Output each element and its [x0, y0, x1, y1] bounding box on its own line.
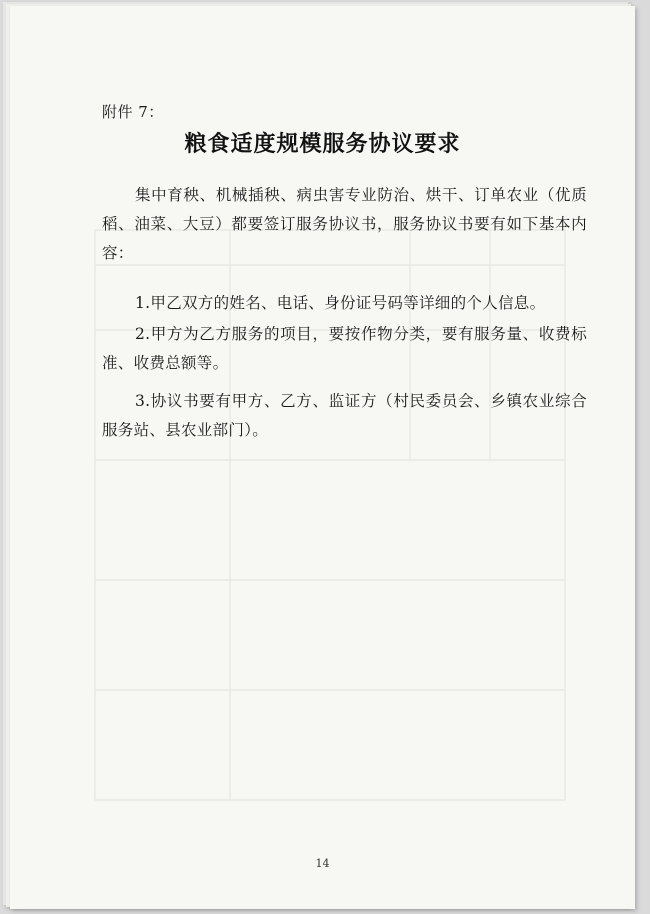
document-title: 粮食适度规模服务协议要求: [184, 131, 461, 157]
requirement-item-3: 3.协议书要有甲方、乙方、监证方（村民委员会、乡镇农业综合服务站、县农业部门）。: [102, 392, 587, 439]
attachment-label: 附件 7：: [102, 103, 164, 121]
requirement-item-1: 1.甲乙双方的姓名、电话、身份证号码等详细的个人信息。: [135, 294, 546, 312]
page-number: 14: [315, 857, 330, 870]
document-content: [10, 6, 635, 909]
requirement-item-2: 2.甲方为乙方服务的项目，要按作物分类，要有服务量、收费标准、收费总额等。: [102, 325, 587, 372]
intro-paragraph: 集中育秧、机械插秧、病虫害专业防治、烘干、订单农业（优质稻、油菜、大豆）都要签订服务协议书，服务协议书要有如下基本内容：: [102, 186, 587, 262]
